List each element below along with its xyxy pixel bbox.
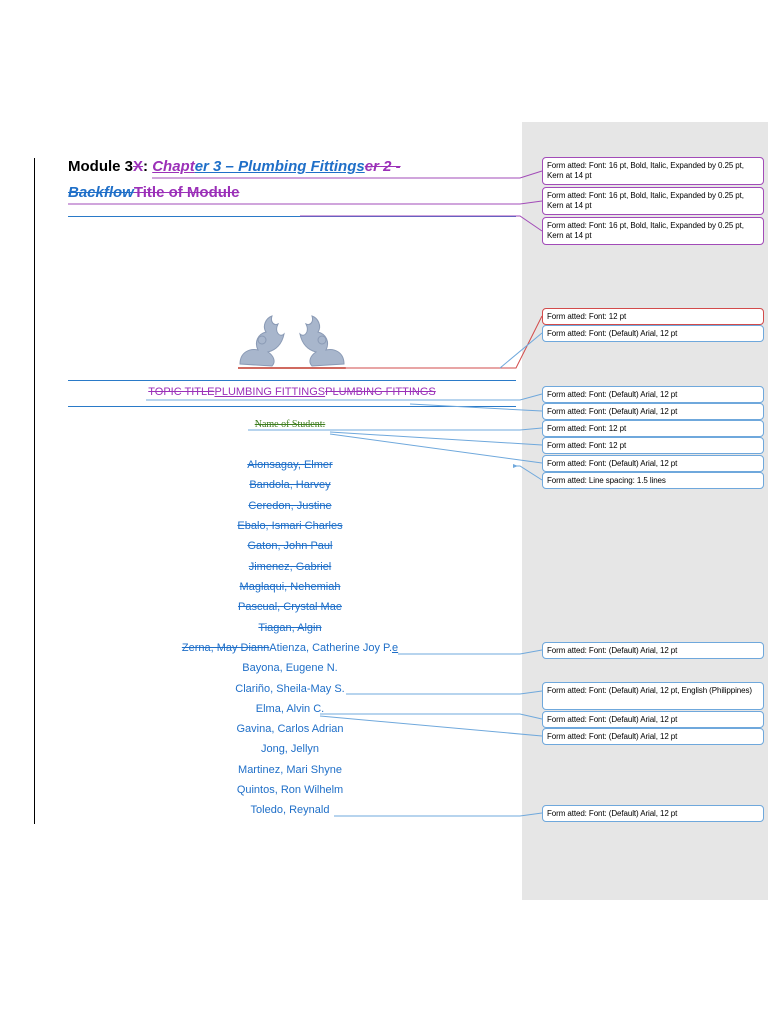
format-comment[interactable]: Form atted: Font: (Default) Arial, 12 pt (542, 642, 764, 659)
student-name: Gaton, John Paul (247, 540, 333, 552)
heading-colon: : (143, 158, 149, 175)
format-comment[interactable]: Form atted: Font: (Default) Arial, 12 pt (542, 325, 764, 342)
module-prefix: Module 3 (68, 158, 134, 175)
name-of-student-label: Name of Student: (254, 419, 326, 430)
student-name: Alonsagay, Elmer (247, 459, 333, 471)
inserted-name-atienza: Atienza, Catherine Joy P. (269, 642, 392, 654)
format-comment[interactable]: Form atted: Font: (Default) Arial, 12 pt (542, 455, 764, 472)
student-name: Bandola, Harvey (249, 479, 331, 491)
student-name: Gavina, Carlos Adrian (236, 723, 344, 735)
student-name: Martinez, Mari Shyne (238, 764, 342, 776)
chapter-deleted: er 2 - (364, 158, 401, 175)
student-name: Ebalo, Ismari Charles (237, 520, 343, 532)
student-name: Elma, Alvin C. (255, 703, 325, 715)
student-name: Toledo, Reynald (250, 804, 330, 816)
format-comment[interactable]: Form atted: Font: (Default) Arial, 12 pt (542, 386, 764, 403)
student-name: Ceredon, Justine (248, 500, 332, 512)
student-name: Quintos, Ron Wilhelm (236, 784, 344, 796)
student-name: Jong, Jellyn (260, 743, 320, 755)
format-comment[interactable]: Form atted: Font: (Default) Arial, 12 pt, English (Philippines) (542, 682, 764, 710)
deleted-name-zerna: Zerna, May Diann (181, 642, 270, 654)
format-comment[interactable]: Form atted: Font: 16 pt, Bold, Italic, Expanded by 0.25 pt, Kern at 14 pt (542, 217, 764, 245)
chapter-title: er 3 – Plumbing Fittings (194, 158, 365, 175)
format-comment[interactable]: Form atted: Line spacing: 1.5 lines (542, 472, 764, 489)
topic-title-inserted: PLUMBING FITTINGS (214, 386, 326, 398)
deleted-x: X (133, 158, 144, 175)
student-name: Clariño, Sheila-May S. (235, 683, 345, 695)
format-comment[interactable]: Form atted: Font: 12 pt (542, 420, 764, 437)
backflow-deleted: Backflow (68, 184, 134, 201)
student-name: Bayona, Eugene N. (242, 662, 338, 674)
topic-title-deleted-2: PLUMBING FITTINGS (325, 386, 436, 398)
format-comment[interactable]: Form atted: Font: 16 pt, Bold, Italic, Expanded by 0.25 pt, Kern at 14 pt (542, 187, 764, 215)
chapter-inserted: Chapt (152, 158, 195, 175)
format-comment[interactable]: Form atted: Font: (Default) Arial, 12 pt (542, 805, 764, 822)
student-name: Pascual, Crystal Mae (238, 601, 342, 613)
format-comment[interactable]: Form atted: Font: 16 pt, Bold, Italic, Expanded by 0.25 pt, Kern at 14 pt (542, 157, 764, 185)
title-of-module-deleted: Title of Module (133, 184, 240, 201)
format-comment[interactable]: Form atted: Font: 12 pt (542, 437, 764, 454)
format-comment[interactable]: Form atted: Font: (Default) Arial, 12 pt (542, 711, 764, 728)
student-name: Jimenez, Gabriel (248, 561, 332, 573)
format-comment[interactable]: Form atted: Font: (Default) Arial, 12 pt (542, 728, 764, 745)
student-name: Tiagan, Algin (258, 622, 322, 634)
topic-title-deleted: TOPIC TITLE (148, 386, 215, 398)
student-name: Maglaqui, Nehemiah (239, 581, 341, 593)
tail-char: e (392, 642, 399, 654)
format-comment[interactable]: Form atted: Font: (Default) Arial, 12 pt (542, 403, 764, 420)
format-comment[interactable]: Form atted: Font: 12 pt (542, 308, 764, 325)
